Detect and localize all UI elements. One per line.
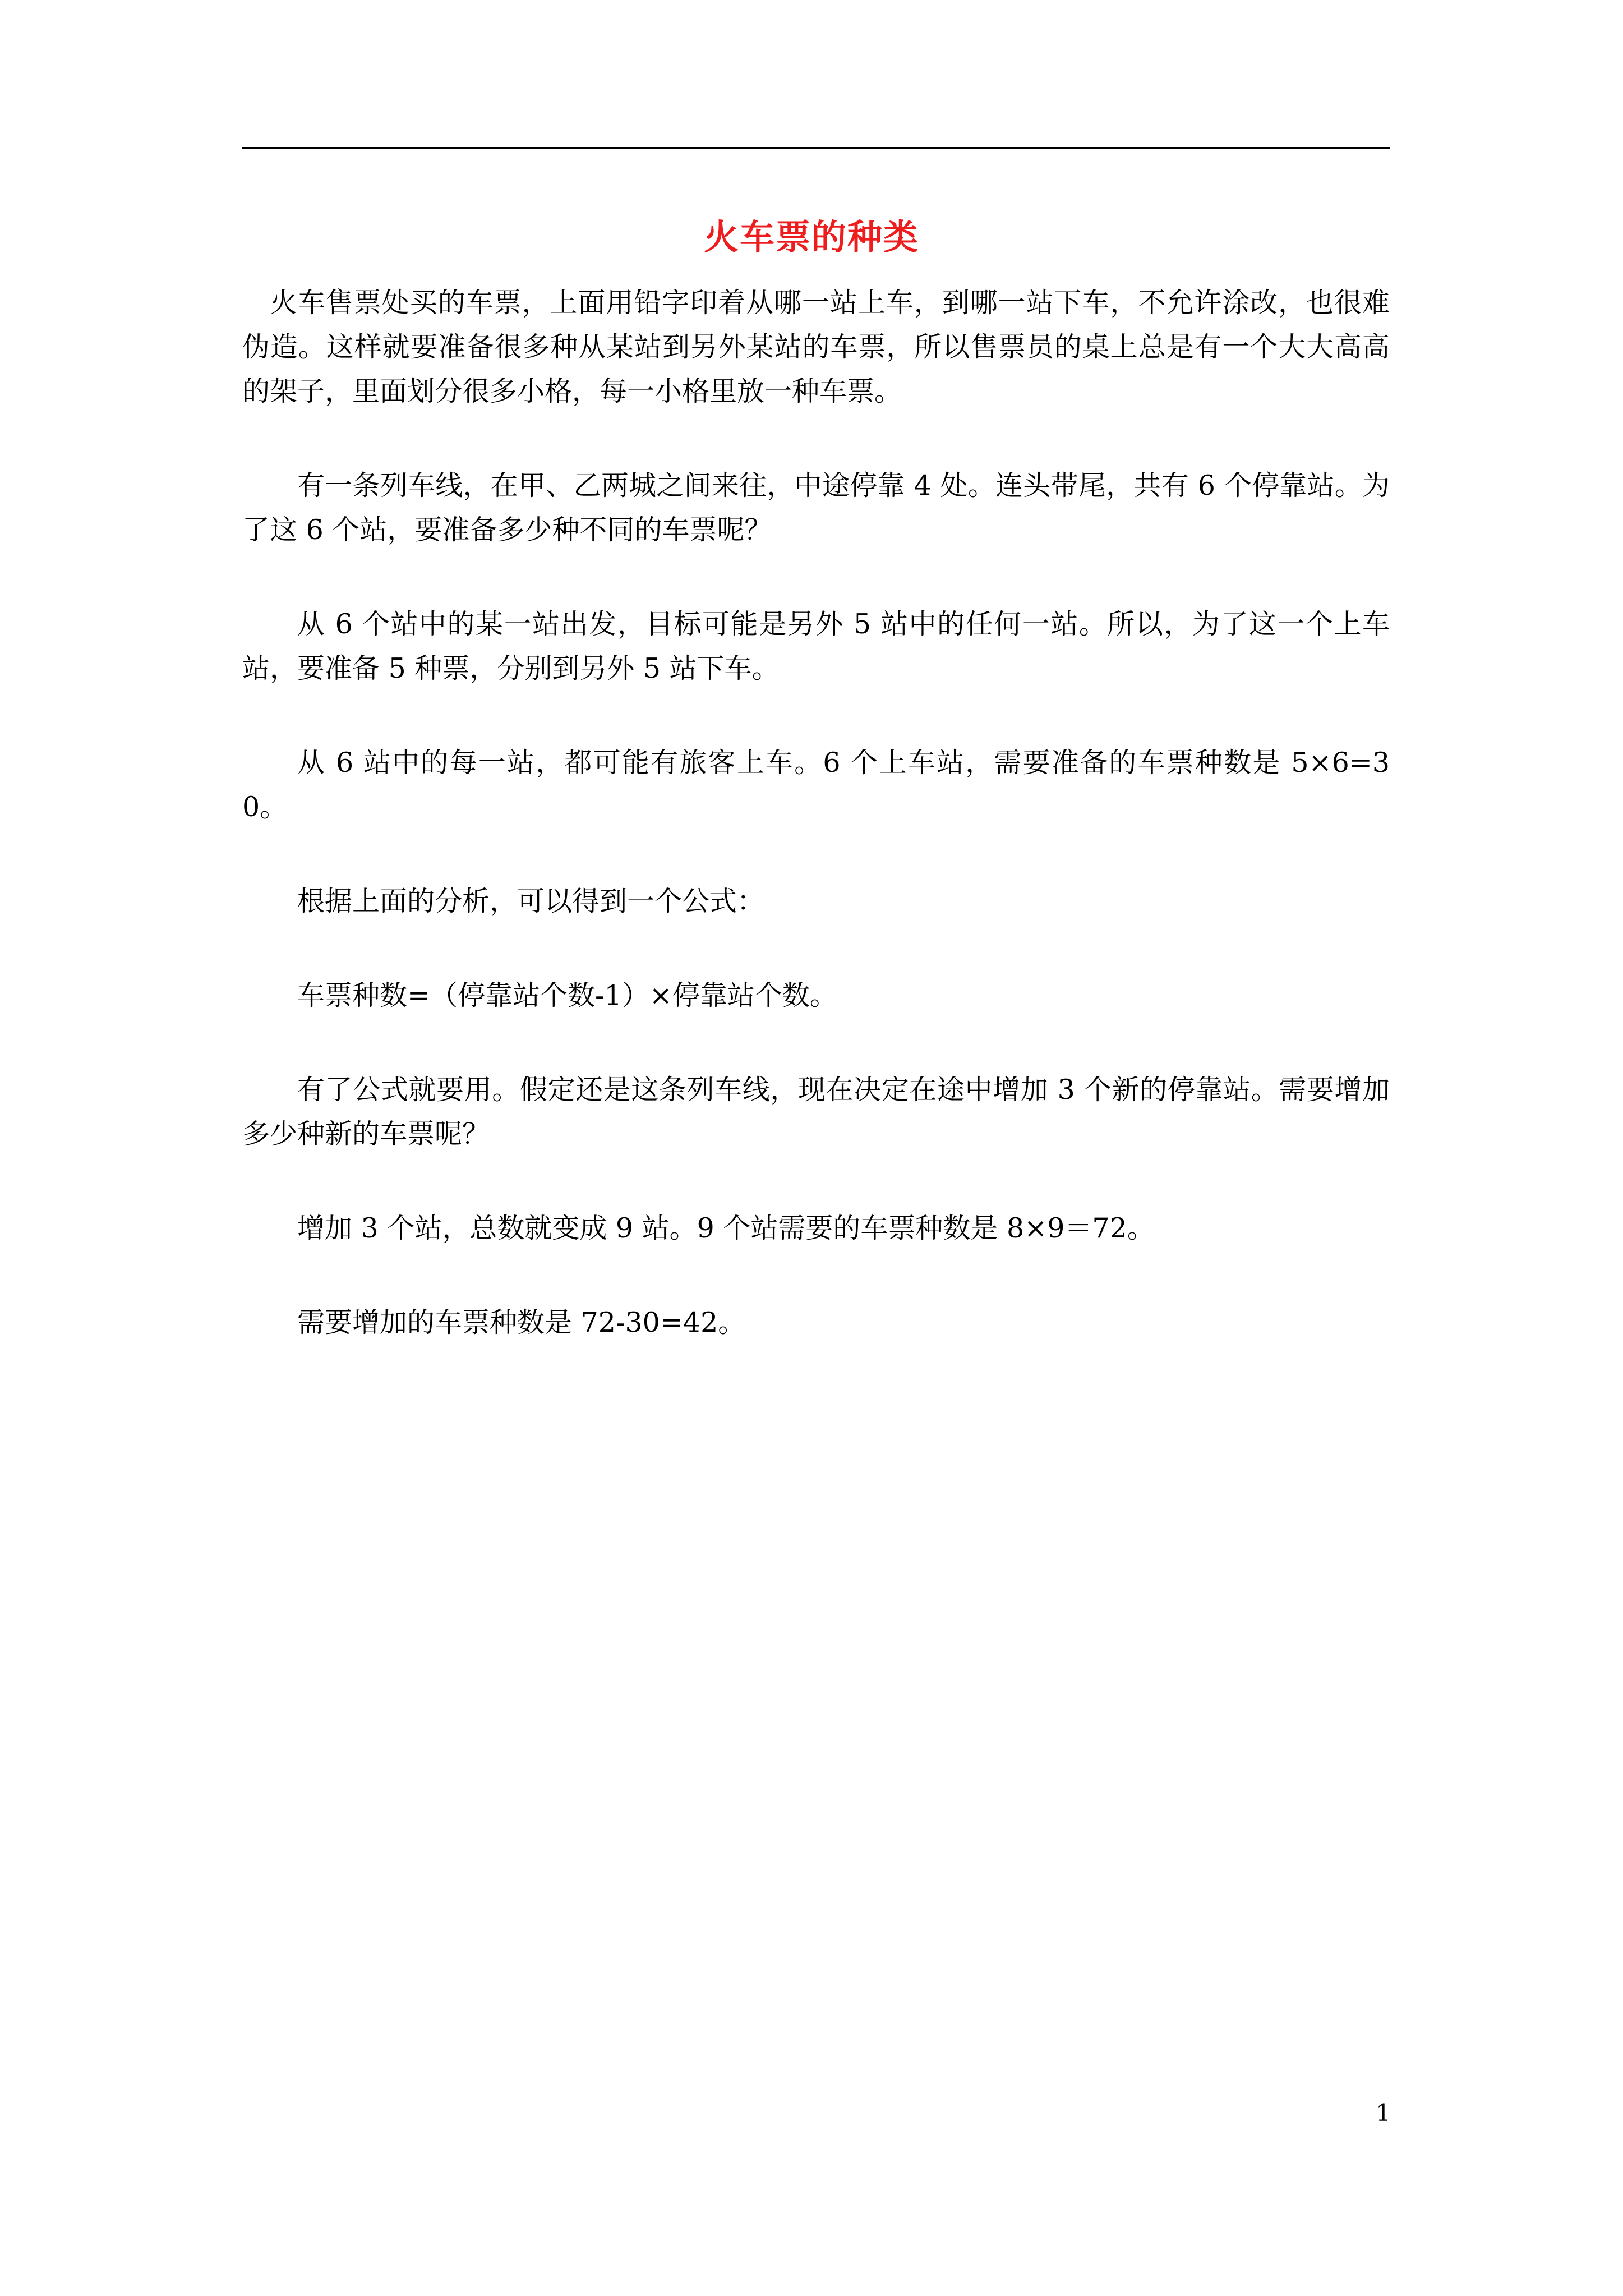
paragraph-formula: 车票种数=（停靠站个数-1）×停靠站个数。 bbox=[297, 979, 837, 1011]
header-rule bbox=[242, 147, 1390, 149]
paragraph-new-total: 增加 3 个站，总数就变成 9 站。9 个站需要的车票种数是 8×9＝72。 bbox=[297, 1212, 1155, 1244]
paragraph-intro: 火车售票处买的车票，上面用铅字印着从哪一站上车，到哪一站下车，不允许涂改，也很难伪造。这样就要准备很多种从某站到另外某站的车票，所以售票员的桌上总是有一个大大高高的架子，里面划分很多小格，每一小格里放一种车票。 bbox=[242, 287, 1390, 407]
paragraph-answer: 需要增加的车票种数是 72-30=42。 bbox=[297, 1306, 746, 1338]
paragraph-analysis: 根据上面的分析，可以得到一个公式： bbox=[297, 885, 765, 917]
paragraph-new-question: 有了公式就要用。假定还是这条列车线，现在决定在途中增加 3 个新的停靠站。需要增加多少种新的车票呢？ bbox=[242, 1074, 1390, 1150]
document-title: 火车票的种类 bbox=[703, 217, 919, 257]
document-body bbox=[242, 280, 1390, 1345]
page-number: 1 bbox=[1376, 2099, 1391, 2127]
paragraph-all-stations: 从 6 站中的每一站，都可能有旅客上车。6 个上车站，需要准备的车票种数是 5×6=30。 bbox=[242, 747, 1390, 823]
paragraph-problem: 有一条列车线，在甲、乙两城之间来往，中途停靠 4 处。连头带尾，共有 6 个停靠站。为了这 6 个站，要准备多少种不同的车票呢？ bbox=[242, 470, 1390, 546]
paragraph-single-station: 从 6 个站中的某一站出发，目标可能是另外 5 站中的任何一站。所以，为了这一个上车站，要准备 5 种票，分别到另外 5 站下车。 bbox=[242, 608, 1390, 684]
